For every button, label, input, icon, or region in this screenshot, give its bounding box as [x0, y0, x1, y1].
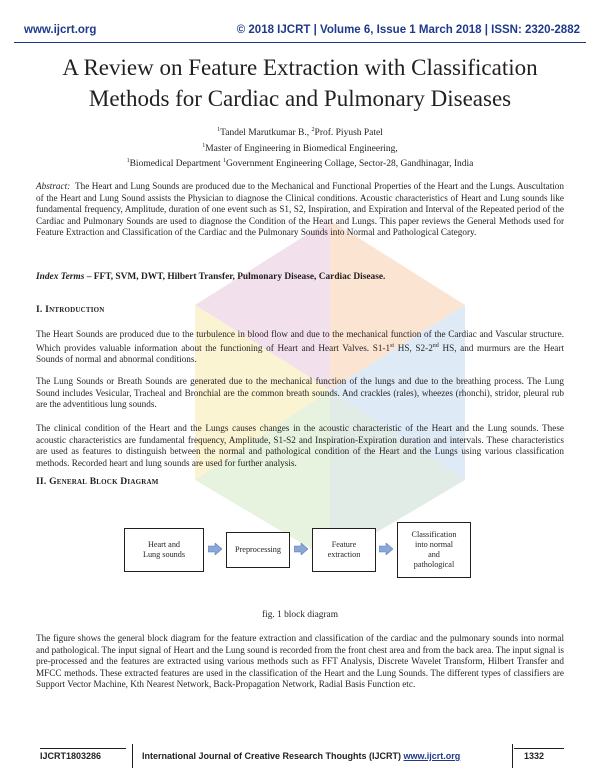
- paper-title: [20, 52, 580, 114]
- footer-separator: [512, 744, 513, 768]
- intro-paragraph-2: The Lung Sounds or Breath Sounds are generated due to the mechanical function of the lungs and due to the breathing process. The Lung Sound includes Vesicular, Tracheal and Bronchial are the common breath sounds. And crackles (rales), wheezes (rhonchi), stridor, pleural rub are the adventitious lung sounds.: [36, 376, 564, 410]
- footer-rule-right: [514, 748, 564, 749]
- diagram-arrow-icon: [294, 543, 308, 555]
- footer-page-number: 1332: [524, 751, 545, 761]
- index-terms: [36, 272, 564, 282]
- figure-caption: fig. 1 block diagram: [261, 610, 339, 620]
- abstract: [36, 181, 564, 239]
- section-heading-block-diagram: II. General Block Diagram: [36, 476, 159, 487]
- author-names: $^1$Tandel Marutkumar B., $^2$Prof. Piyush Patel: [217, 127, 383, 139]
- footer-url-link[interactable]: www.ijcrt.org: [403, 751, 461, 761]
- diagram-arrow-icon: [208, 543, 222, 555]
- footer-journal: International Journal of Creative Research Thoughts (IJCRT) www.ijcrt.org: [142, 751, 461, 761]
- title-line-2: Methods for Cardiac and Pulmonary Diseases: [88, 86, 512, 111]
- page-header: [0, 0, 600, 44]
- author-block: [20, 124, 580, 171]
- header-site[interactable]: www.ijcrt.org: [24, 24, 97, 36]
- intro-paragraph-3: The clinical condition of the Heart and the Lungs causes changes in the acoustic characteristic of the Heart and the Lung sounds. These acoustic characteristics are fundamental frequency, Amplitude, S1-S2 and Inspiration-Expiration duration and intervals. These characteristics are used as features to distinguish between the normal and pathological condition of the Heart and the Lungs using various classification methods. Recorded heart and lung sounds are used for further analysis.: [36, 423, 564, 468]
- author-affiliation-2: $^1$Biomedical Department $^1$Government Engineering Collage, Sector-28, Gandhinagar, India: [126, 158, 474, 170]
- index-terms-text: – FFT, SVM, DWT, Hilbert Transfer, Pulmonary Disease, Cardiac Disease.: [84, 272, 386, 282]
- diagram-box-classification: Classification into normal and pathological: [397, 522, 471, 578]
- header-volume-info: © 2018 IJCRT | Volume 6, Issue 1 March 2018 | ISSN: 2320-2882: [236, 24, 580, 36]
- diagram-arrow-icon: [379, 543, 393, 555]
- section-heading-introduction: I. Introduction: [36, 304, 105, 315]
- footer-separator: [132, 744, 133, 768]
- title-line-1: A Review on Feature Extraction with Classification: [62, 55, 538, 80]
- abstract-text: The Heart and Lung Sounds are produced due to the Mechanical and Functional Properties of the Heart and the Lungs. Auscultation of the Heart and Lung Sound assists the Physician to diagnose the Clinical conditions. Acoustic characteristics of Heart and Lung sounds like fundamental frequency, Amplitude, duration of one event such as S1, S2, Inspiration, and Expiration and Interval of the Repeated period of the Cardiac and Pulmonary Sounds are used to diagnose the Condition of the Heart and Lungs. This paper reviews the General Methods used for Feature Extraction and Classification of the Cardiac and the Pulmonary Sounds into Normal and Pathological Category.: [36, 181, 564, 238]
- abstract-label: Abstract:: [36, 181, 71, 191]
- diagram-box-feature-extraction: Feature extraction: [312, 528, 376, 572]
- diagram-box-preprocessing: Preprocessing: [226, 532, 290, 568]
- author-affiliation-1: $^1$Master of Engineering in Biomedical Engineering,: [202, 142, 398, 154]
- header-rule: [14, 42, 586, 43]
- index-terms-label: Index Terms: [36, 272, 85, 282]
- block-diagram-paragraph: The figure shows the general block diagram for the feature extraction and classification of the cardiac and the pulmonary sounds into normal and pathological. The input signal of Heart and the Lung sound is recorded from the front chest area and from the back area. The input signal is pre-processed and the features are extracted using various methods such as FFT Analysis, Discrete Wavelet Transform, Hilbert Transfer and MFCC methods. These extracted features are used in the classification of the Heart and the Lung Sounds. The different types of classifiers are Support Vector Machine, Kth Nearest Network, Back-Propagation Network, Radial Basis Function etc.: [36, 633, 564, 690]
- footer-paper-id: IJCRT1803286: [40, 751, 102, 761]
- diagram-box-input: Heart and Lung sounds: [124, 528, 204, 572]
- footer-rule-left: [40, 748, 126, 749]
- intro-paragraph-1: The Heart Sounds are produced due to the turbulence in blood flow and due to the mechanical function of the Cardiac and Vascular structure. Which provides valuable information about the functioning of Heart and Heart Valves. S1-1st HS, S2-2nd HS, and murmurs are the Heart Sounds of normal and abnormal conditions.: [36, 329, 564, 365]
